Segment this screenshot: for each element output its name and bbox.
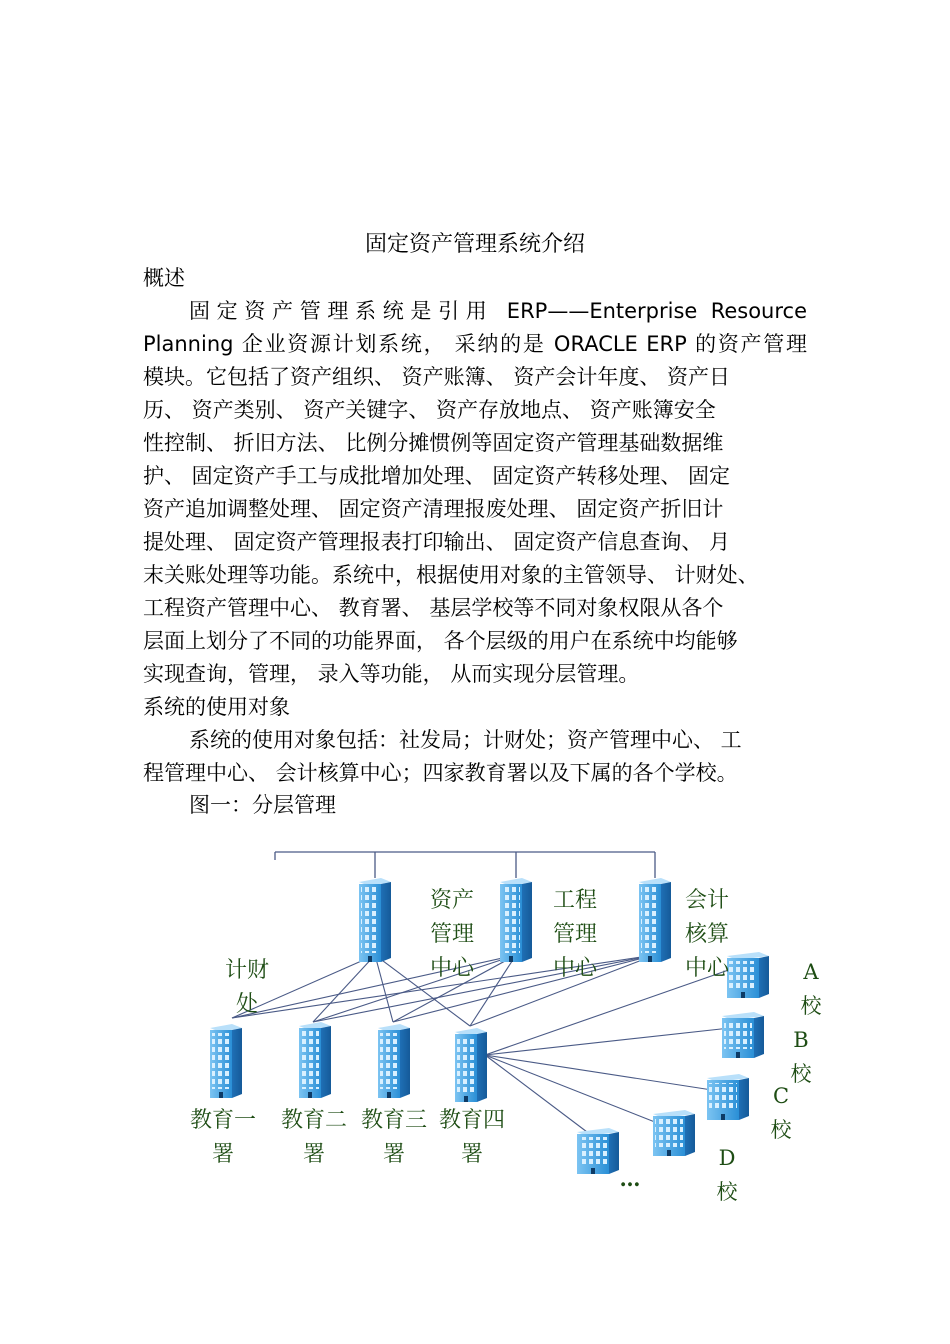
overview-line: 性控制、 折旧方法、 比例分摊惯例等固定资产管理基础数据维 (143, 431, 724, 455)
overview-line: 固定资产管理系统是引用 ERP——Enterprise Resource (189, 299, 807, 323)
users-paragraph (143, 724, 807, 790)
overview-line: 末关账处理等功能。系统中，根据使用对象的主管领导、 计财处、 (143, 563, 759, 587)
figure-caption: 图一：分层管理 (189, 793, 336, 817)
school-lines (485, 966, 740, 1138)
users-line: 程管理中心、 会计核算中心；四家教育署以及下属的各个学校。 (143, 761, 738, 785)
label-more-schools: … (619, 1166, 641, 1191)
overview-line: 历、 资产类别、 资产关键字、 资产存放地点、 资产账簿安全 (143, 398, 716, 422)
label-finance-dept: 计财 处 (224, 958, 269, 1017)
users-line: 系统的使用对象包括：社发局；计财处；资产管理中心、 工 (189, 728, 742, 752)
label-school-a: A 校 (800, 960, 822, 1018)
label-asset-center: 资产 管理 中心 (429, 888, 474, 981)
overview-line: 模块。它包括了资产组织、 资产账簿、 资产会计年度、 资产日 (143, 365, 731, 389)
label-bureau-1: 教育一 署 (189, 1108, 256, 1167)
users-heading: 系统的使用对象 (143, 695, 290, 719)
label-school-b: B 校 (790, 1028, 812, 1086)
overview-line: 实现查询，管理， 录入等功能， 从而实现分层管理。 (143, 662, 640, 686)
overview-line: 提处理、 固定资产管理报表打印输出、 固定资产信息查询、 月 (143, 530, 731, 554)
asset-center-building-icon (359, 878, 391, 962)
label-accounting-center: 会计 核算 中心 (684, 888, 729, 981)
overview-line: 层面上划分了不同的功能界面， 各个层级的用户在系统中均能够 (143, 629, 738, 653)
overview-line: 工程资产管理中心、 教育署、 基层学校等不同对象权限从各个 (143, 596, 724, 620)
overview-heading: 概述 (143, 266, 185, 290)
engineering-center-building-icon (500, 878, 532, 962)
page-title: 固定资产管理系统介绍 (364, 232, 585, 257)
bureau-3-building-icon (378, 1024, 410, 1098)
label-bureau-3: 教育三 署 (360, 1108, 427, 1167)
overview-paragraph (143, 295, 807, 691)
label-bureau-2: 教育二 署 (280, 1108, 347, 1167)
label-school-c: C 校 (770, 1084, 792, 1142)
bureau-1-building-icon (210, 1024, 242, 1098)
bureau-4-building-icon (455, 1028, 487, 1102)
label-school-d: D 校 (716, 1146, 738, 1204)
overview-line: 资产追加调整处理、 固定资产清理报废处理、 固定资产折旧计 (143, 497, 724, 521)
label-engineering-center: 工程 管理 中心 (552, 888, 597, 981)
bureau-2-building-icon (299, 1022, 331, 1098)
overview-line: 护、 固定资产手工与成批增加处理、 固定资产转移处理、 固定 (143, 464, 731, 488)
accounting-center-building-icon (639, 878, 671, 962)
label-bureau-4: 教育四 署 (438, 1108, 505, 1167)
school-d-building-icon (653, 1110, 695, 1156)
overview-line: Planning 企业资源计划系统， 采纳的是 ORACLE ERP 的资产管理 (143, 332, 807, 356)
school-c-building-icon (707, 1074, 749, 1120)
school-b-building-icon (722, 1012, 764, 1058)
top-bus-lines (275, 852, 655, 878)
